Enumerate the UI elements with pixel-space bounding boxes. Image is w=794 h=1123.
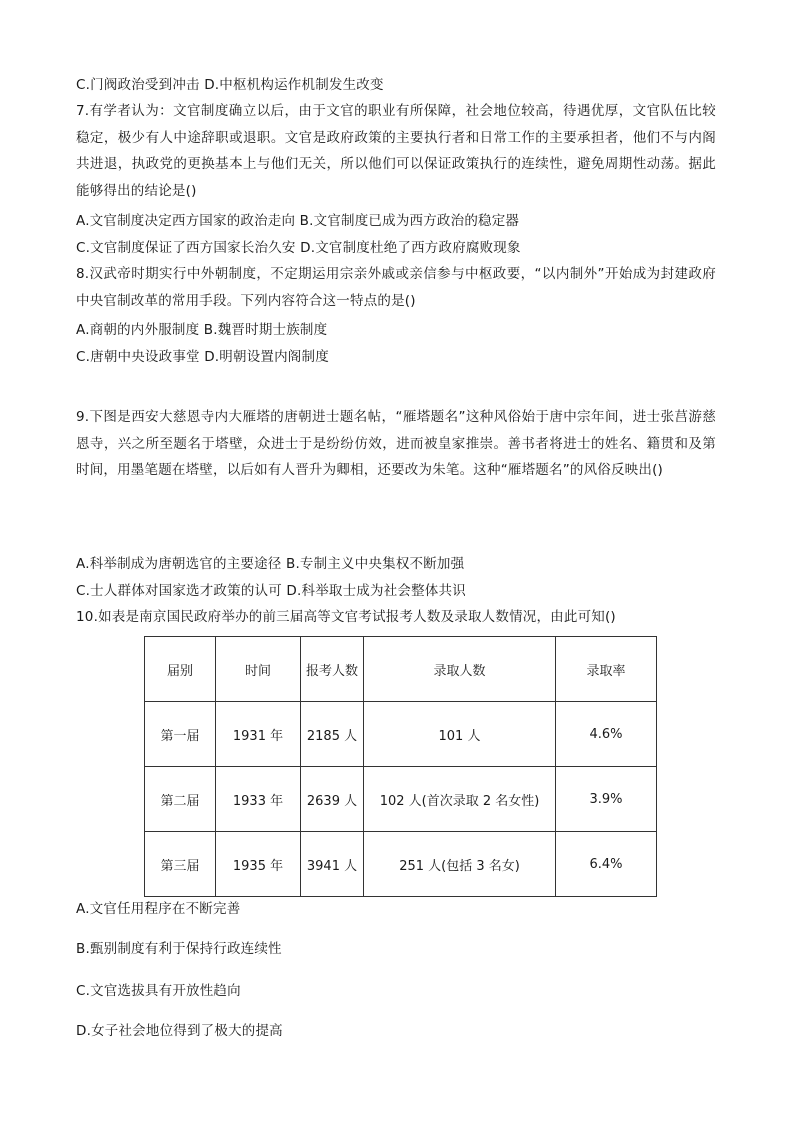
table-cell: 第三届 xyxy=(145,832,216,897)
table-cell: 3.9% xyxy=(556,767,657,832)
table-cell: 第一届 xyxy=(145,702,216,767)
q10-stem: 10.如表是南京国民政府举办的前三届高等文官考试报考人数及录取人数情况，由此可知() xyxy=(76,609,616,625)
table-cell: 1935 年 xyxy=(216,832,301,897)
table-header-row xyxy=(145,637,657,702)
q9-stem: 9.下图是西安大慈恩寺内大雁塔的唐朝进士题名帖，“雁塔题名”这种风俗始于唐中宗年间，进士张莒游慈恩寺，兴之所至题名于塔壁，众进士于是纷纷仿效，进而被皇家推崇。善书者将进士的姓名、籍贯和及第时间，用墨笔题在塔壁，以后如有人晋升为卿相，还要改为朱笔。这种“雁塔题名”的风俗反映出() xyxy=(76,409,716,479)
table-cell: 2185 人 xyxy=(301,702,364,767)
q7-stem: 7.有学者认为：文官制度确立以后，由于文官的职业有所保障，社会地位较高，待遇优厚，文官队伍比较稳定，极少有人中途辞职或退职。文官是政府政策的主要执行者和日常工作的主要承担者，他们不与内阁共进退，执政党的更换基本上与他们无关，所以他们可以保证政策执行的连续性，避免周期性动荡。据此能够得出的结论是() xyxy=(76,103,716,199)
q9-options-cd: C.士人群体对国家选才政策的认可 D.科举取士成为社会整体共识 xyxy=(76,583,466,599)
q8-options-cd: C.唐朝中央设政事堂 D.明朝设置内阁制度 xyxy=(76,349,329,365)
header-cell: 届别 xyxy=(145,637,216,702)
header-cell: 录取人数 xyxy=(364,637,556,702)
q7-options-cd: C.文官制度保证了西方国家长治久安 D.文官制度杜绝了西方政府腐败现象 xyxy=(76,240,521,256)
table-row xyxy=(145,702,657,767)
q7-options-ab: A.文官制度决定西方国家的政治走向 B.文官制度已成为西方政治的稳定器 xyxy=(76,213,520,229)
q10-option-c: C.文官选拔具有开放性趋向 xyxy=(76,983,241,999)
q10-option-d: D.女子社会地位得到了极大的提高 xyxy=(76,1023,283,1039)
table-row xyxy=(145,767,657,832)
q8-stem: 8.汉武帝时期实行中外朝制度，不定期运用宗亲外戚或亲信参与中枢政要，“以内制外”开始成为封建政府中央官制改革的常用手段。下列内容符合这一特点的是() xyxy=(76,266,716,309)
table-cell: 101 人 xyxy=(364,702,556,767)
table-cell: 3941 人 xyxy=(301,832,364,897)
header-cell: 录取率 xyxy=(556,637,657,702)
q8-options-ab: A.商朝的内外服制度 B.魏晋时期士族制度 xyxy=(76,322,328,338)
table-cell: 102 人(首次录取 2 名女性) xyxy=(364,767,556,832)
q10-option-b: B.甄别制度有利于保持行政连续性 xyxy=(76,941,282,957)
q10-option-a: A.文官任用程序在不断完善 xyxy=(76,901,241,917)
table-row xyxy=(145,832,657,897)
q9-options-ab: A.科举制成为唐朝选官的主要途径 B.专制主义中央集权不断加强 xyxy=(76,556,465,572)
header-cell: 时间 xyxy=(216,637,301,702)
exam-statistics-table xyxy=(144,636,657,897)
table-cell: 4.6% xyxy=(556,702,657,767)
table-cell: 第二届 xyxy=(145,767,216,832)
table-cell: 6.4% xyxy=(556,832,657,897)
table-cell: 251 人(包括 3 名女) xyxy=(364,832,556,897)
q6-options-cd: C.门阀政治受到冲击 D.中枢机构运作机制发生改变 xyxy=(76,77,384,93)
header-cell: 报考人数 xyxy=(301,637,364,702)
table-cell: 1931 年 xyxy=(216,702,301,767)
table-cell: 1933 年 xyxy=(216,767,301,832)
table-cell: 2639 人 xyxy=(301,767,364,832)
